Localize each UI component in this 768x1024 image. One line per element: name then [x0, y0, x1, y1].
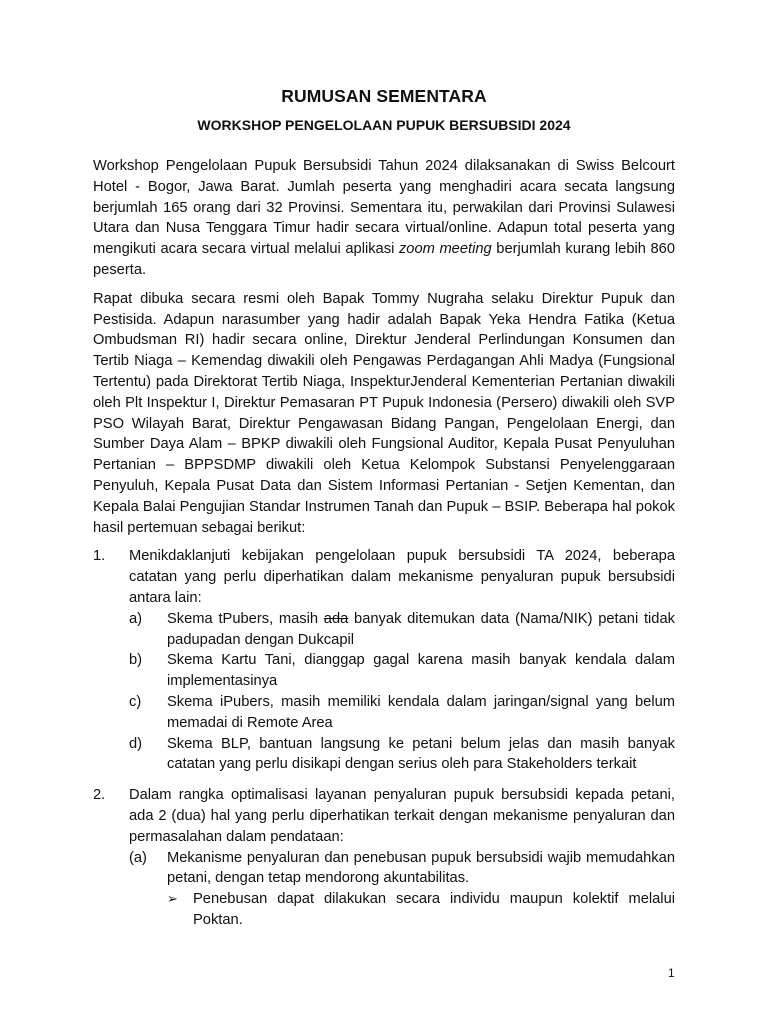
arrow-bullet-icon: ➢ [167, 891, 178, 907]
document-title: RUMUSAN SEMENTARA [281, 86, 487, 106]
sub-item-2a-bullet-text: Penebusan dapat dilakukan secara individu maupun kolektif melalui Poktan. [193, 891, 675, 928]
list-item-1-text: Menikdaklanjuti kebijakan pengelolaan pupuk bersubsidi TA 2024, beberapa catatan yang perlu diperhatikan dalam mekanisme penyaluran pupuk bersubsidi antara lain: [129, 548, 675, 606]
list-spacer [93, 775, 675, 785]
meeting-paragraph: Rapat dibuka secara resmi oleh Bapak Tommy Nugraha selaku Direktur Pupuk dan Pestisida. Adapun narasumber yang hadir adalah Bapak Yeka Hendra Fatika (Ketua Ombudsman RI) hadir secara online, Direktur Jenderal Perlindungan Konsumen dan Tertib Niaga – Kemendag diwakili oleh Pengawas Perdagangan Ahli Madya (Fungsional Tertentu) pada Direktorat Tertib Niaga, InspekturJenderal Kementerian Pertanian diwakili oleh Plt Inspektur I, Direktur Pemasaran PT Pupuk Indonesia (Persero) diwakili oleh SVP PSO Wilayah Barat, Direktur Pengawasan Bidang Pangan, Pengelolaan Energi, dan Sumber Daya Alam – BPKP diwakili oleh Fungsional Auditor, Kepala Pusat Penyuluhan Pertanian – BPPSDMP diwakili oleh Ketua Kelompok Substansi Penyelenggaraan Penyuluh, Kepala Pusat Data dan Sistem Informasi Pertanian - Setjen Kementan, dan Kepala Balai Pengujian Standar Instrumen Tanah dan Pupuk – BSIP. Beberapa hal pokok hasil pertemuan sebagai berikut: [93, 290, 675, 536]
list-item-2-number: 2. [93, 787, 106, 804]
list-item-2 [93, 785, 675, 847]
sub-item-1a-text-before: Skema tPubers, masih [167, 610, 324, 627]
sub-item-1b-label: b) [129, 652, 143, 669]
list-item-1-number: 1. [93, 548, 106, 565]
sub-item-1a-label: a) [129, 610, 143, 627]
sub-item-1c [129, 692, 675, 734]
intro-paragraph [93, 156, 675, 281]
sub-item-2a-bullet [167, 889, 675, 931]
intro-text-part1: Workshop Pengelolaan Pupuk Bersubsidi Tahun 2024 dilaksanakan di Swiss Belcourt Hotel - Bogor, Jawa Barat. Jumlah peserta yang menghadiri acara secata langsung berjumlah 165 orang dari 32 Provinsi. Sementara itu, perwakilan dari Provinsi Sulawesi Utara dan Nusa Tenggara Timur hadir secara virtual/online. Adapun total peserta yang mengikuti acara secara virtual melalui aplikasi [93, 158, 675, 258]
list-item-2-text: Dalam rangka optimalisasi layanan penyaluran pupuk bersubsidi kepada petani, ada 2 (dua) hal yang perlu diperhatikan terkait dengan mekanisme penyaluran dan permasalahan dalam pendataan: [129, 787, 675, 845]
sub-item-1b [129, 650, 675, 692]
sub-item-1b-text: Skema Kartu Tani, dianggap gagal karena masih banyak kendala dalam implementasinya [167, 652, 675, 690]
list-item-2-sublist [129, 848, 675, 931]
document-subtitle: WORKSHOP PENGELOLAAN PUPUK BERSUBSIDI 2024 [197, 117, 571, 133]
sub-item-1d-text: Skema BLP, bantuan langsung ke petani belum jelas dan masih banyak catatan yang perlu disikapi dengan serius oleh para Stakeholders terkait [167, 735, 675, 773]
sub-item-1c-text: Skema iPubers, masih memiliki kendala dalam jaringan/signal yang belum memadai di Remote Area [167, 693, 675, 731]
sub-item-1a-struck-word: ada [323, 610, 349, 627]
document-body [93, 156, 675, 931]
sub-item-1d-label: d) [129, 735, 143, 752]
page-number: 1 [668, 966, 675, 980]
sub-item-1a-text-after: banyak ditemukan data (Nama/NIK) petani tidak padupadan dengan Dukcapil [167, 610, 675, 648]
sub-item-1c-label: c) [129, 693, 142, 710]
list-item-1-sublist [129, 609, 675, 775]
sub-item-1a [129, 609, 675, 651]
intro-text-part2: berjumlah kurang lebih 860 peserta. [93, 241, 676, 278]
list-item-1 [93, 546, 675, 608]
sub-item-2a [129, 848, 675, 890]
intro-italic-term: zoom meeting [398, 241, 492, 258]
sub-item-1a-text [167, 609, 675, 651]
sub-item-2a-label: (a) [129, 849, 147, 866]
sub-item-1d [129, 734, 675, 776]
sub-item-2a-text: Mekanisme penyaluran dan penebusan pupuk bersubsidi wajib memudahkan petani, dengan tetap mendorong akuntabilitas. [167, 849, 675, 887]
